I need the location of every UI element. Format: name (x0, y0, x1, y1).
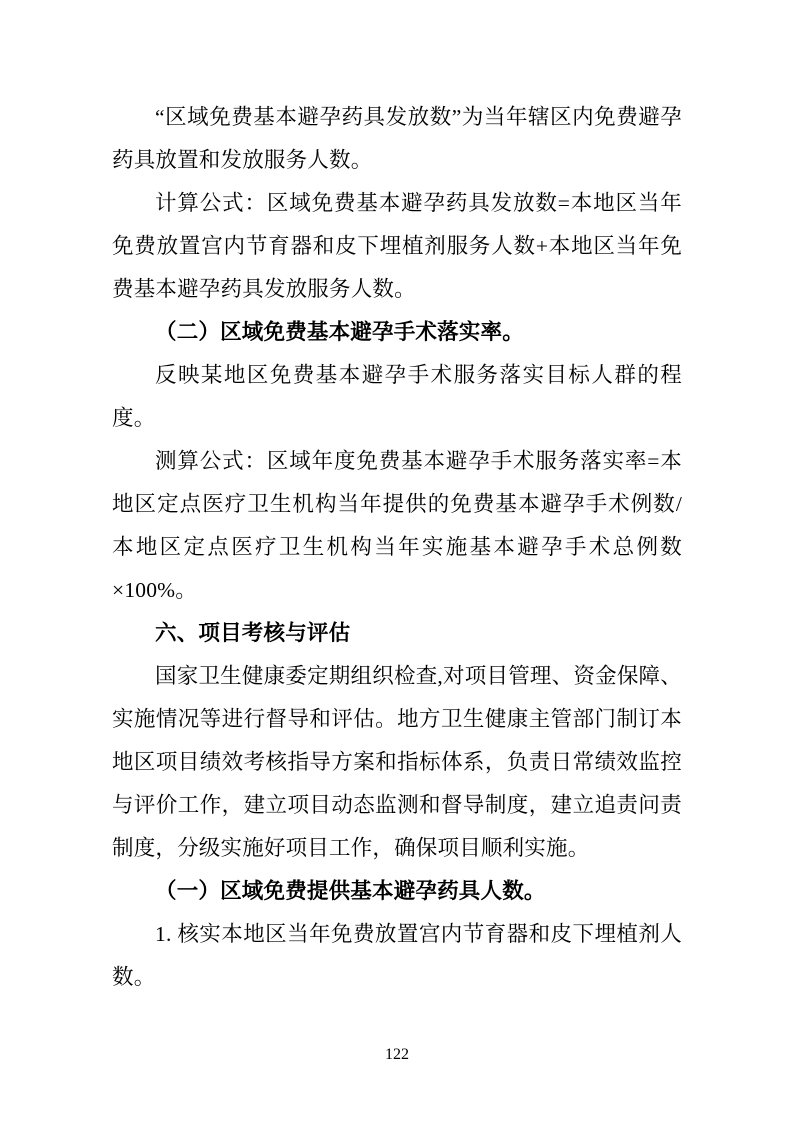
paragraph-assessment-evaluation: 国家卫生健康委定期组织检查,对项目管理、资金保障、实施情况等进行督导和评估。地方卫生健康主管部门制订本地区项目绩效考核指导方案和指标体系，负责日常绩效监控与评价工作，建立项目动态监测和督导制度，建立追责问责制度，分级实施好项目工作，确保项目顺利实施。 (112, 664, 682, 860)
paragraph-formula-dispensing-count: 计算公式：区域免费基本避孕药具发放数=本地区当年免费放置宫内节育器和皮下埋植剂服务人数+本地区当年免费基本避孕药具发放服务人数。 (112, 191, 682, 301)
heading-section-six: 六、项目考核与评估 (155, 621, 351, 645)
list-item-verify-iud-implant-count: 1. 核实本地区当年免费放置宫内节育器和皮下埋植剂人数。 (112, 922, 682, 989)
heading-section-two: （二）区域免费基本避孕手术落实率。 (155, 320, 524, 344)
paragraph-definition-dispensing-count: “区域免费基本避孕药具发放数”为当年辖区内免费避孕药具放置和发放服务人数。 (112, 105, 682, 172)
paragraph-surgery-rate-formula: 测算公式：区域年度免费基本避孕手术服务落实率=本地区定点医疗卫生机构当年提供的免费基本避孕手术例数/本地区定点医疗卫生机构当年实施基本避孕手术总例数×100%。 (112, 449, 682, 602)
page-number: 122 (385, 1046, 409, 1063)
document-body (112, 96, 682, 999)
heading-subsection-one: （一）区域免费提供基本避孕药具人数。 (155, 879, 546, 903)
paragraph-surgery-rate-description: 反映某地区免费基本避孕手术服务落实目标人群的程度。 (112, 363, 682, 430)
